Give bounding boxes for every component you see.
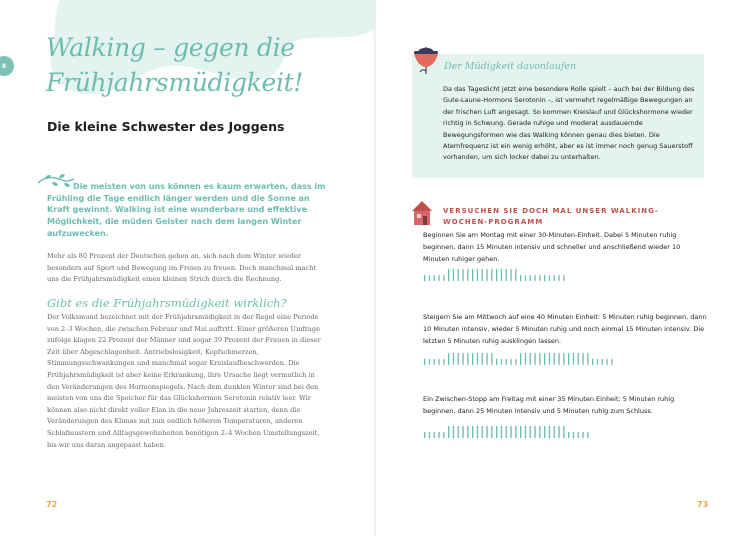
- minute-tick: [582, 432, 583, 438]
- page-title: Walking – gegen die Frühjahrsmüdigkeit!: [46, 33, 304, 97]
- minute-tick: [472, 353, 473, 365]
- program-day-friday: Ein Zwischen-Stopp am Freitag mit einer 35 Minuten Einheit: 5 Minuten ruhig beginnen, dann 25 Minuten intensiv und 5 Minuten ruhig zum Schluss.: [423, 395, 675, 415]
- minute-tick: [434, 359, 435, 365]
- minute-tick: [443, 275, 444, 281]
- minute-tick: [530, 426, 531, 438]
- minute-tick: [482, 353, 483, 365]
- minute-tick: [573, 432, 574, 438]
- minute-tick: [429, 359, 430, 365]
- minute-tick: [587, 353, 588, 365]
- minute-tick: [558, 426, 559, 438]
- minute-tick: [563, 353, 564, 365]
- minute-tick: [429, 432, 430, 438]
- minute-tick: [573, 353, 574, 365]
- minute-tick: [429, 275, 430, 281]
- minute-tick: [424, 359, 425, 365]
- minute-tick: [520, 426, 521, 438]
- program-day-wednesday: Steigern Sie am Mittwoch auf eine 40 Minuten Einheit: 5 Minuten ruhig beginnen, dann 10 Minuten intensiv, wieder 5 Minuten ruhig und noch einmal 15 Minuten intensiv. Die letzten 5 Minuten ruhig ausklingen lassen.: [423, 313, 707, 345]
- body-paragraph-intro: Mehr als 80 Prozent der Deutschen geben an, sich nach dem Winter wieder besonders auf Sport und Bewegung im Freien zu freuen. Doch manchmal macht uns die Frühjahrsmüdigkeit einen kleinen Strich durch die Rechnung.: [47, 252, 317, 284]
- minute-tick: [438, 359, 439, 365]
- minute-tick: [554, 353, 555, 365]
- minute-tick: [578, 353, 579, 365]
- minute-tick: [501, 426, 502, 438]
- minute-tick: [534, 426, 535, 438]
- minute-tick: [462, 426, 463, 438]
- minute-tick: [453, 353, 454, 365]
- minute-tick: [438, 275, 439, 281]
- minute-tick: [544, 426, 545, 438]
- minute-tick: [520, 353, 521, 365]
- minute-tick: [510, 426, 511, 438]
- right-page: [376, 0, 750, 536]
- minute-tick: [496, 426, 497, 438]
- minute-tick: [443, 432, 444, 438]
- minute-tick: [568, 353, 569, 365]
- section-heading: Gibt es die Frühjahrsmüdigkeit wirklich?: [47, 296, 287, 310]
- minute-tick: [462, 353, 463, 365]
- minute-tick: [568, 432, 569, 438]
- page-tab: 8: [0, 56, 14, 76]
- minute-tick: [515, 359, 516, 365]
- minute-tick: [472, 269, 473, 281]
- minute-tick: [515, 269, 516, 281]
- minute-tick: [448, 269, 449, 281]
- minute-tick: [424, 432, 425, 438]
- info-box-title: Der Müdigkeit davonlaufen: [444, 61, 577, 72]
- program-day-monday: Beginnen Sie am Montag mit einer 30-Minuten-Einheit. Dabei 5 Minuten ruhig beginnen, dann 15 Minuten intensiv und schneller und anschließend wieder 10 Minuten ruhiger gehen.: [423, 231, 681, 263]
- minute-tick: [486, 353, 487, 365]
- minute-tick: [534, 275, 535, 281]
- minute-tick: [530, 275, 531, 281]
- minute-tick: [448, 353, 449, 365]
- minute-tick: [467, 353, 468, 365]
- minute-tick: [496, 359, 497, 365]
- minute-tick: [506, 359, 507, 365]
- minute-tick: [544, 275, 545, 281]
- minute-tick: [525, 275, 526, 281]
- minute-tick: [611, 359, 612, 365]
- house-icon: [411, 200, 433, 226]
- page-number-right: 73: [697, 500, 709, 509]
- minute-tick: [477, 269, 478, 281]
- minute-tick: [530, 353, 531, 365]
- program-heading: VERSUCHEN SIE DOCH MAL UNSER WALKING-WOCHEN-PROGRAMM: [443, 207, 659, 226]
- minute-tick: [501, 269, 502, 281]
- minute-tick: [544, 353, 545, 365]
- minute-tick: [592, 359, 593, 365]
- minute-tick: [563, 275, 564, 281]
- minute-tick: [563, 426, 564, 438]
- minute-tick: [582, 353, 583, 365]
- minute-tick: [434, 275, 435, 281]
- minute-tick: [558, 275, 559, 281]
- minute-tick: [515, 426, 516, 438]
- minute-tick: [506, 269, 507, 281]
- minute-tick: [453, 269, 454, 281]
- minute-tick: [525, 353, 526, 365]
- minute-tick: [458, 269, 459, 281]
- minute-tick: [510, 359, 511, 365]
- minute-tick: [491, 426, 492, 438]
- minute-tick: [534, 353, 535, 365]
- minute-tick: [486, 269, 487, 281]
- flower-icon: [412, 45, 440, 75]
- minute-tick: [587, 432, 588, 438]
- minute-tick: [549, 275, 550, 281]
- body-paragraph-main: Der Volksmund bezeichnet mit der Frühjahrsmüdigkeit in der Regel eine Periode von 2–3 Wochen, die zwischen Februar und Mai auftritt. Einer größeren Umfrage zufolge klagen 22 Prozent der Männer und sogar 39 Prozent der Frauen in dieser Zeit über Abgeschlagenheit. Antriebslosigkeit, Kopfschmerzen, Stimmungsschwankungen und manchmal sogar Kreislaufbeschwerden. Die Frühjahrsmüdigkeit ist aber keine Erkrankung, ihre Ursache liegt vermutlich in den Veränderungen des Hormonspiegels. Nach dem dunklen Winter sind bei den meisten von uns die Speicher für das Glückshormon Serotonin relativ leer. Wir können also nicht direkt voller Elan in die neue Jahreszeit starten, denn die Veränderungen des Klimas mit nun endlich höheren Temperaturen, anderen Schlafmustern und Alltagsgewohnheiten benötigen 2–4 Wochen Umstellungszeit, bis wir uns daran angepasst haben.: [47, 313, 321, 449]
- minute-tick: [477, 426, 478, 438]
- minute-tick: [558, 353, 559, 365]
- minute-tick: [443, 359, 444, 365]
- minute-tick: [482, 269, 483, 281]
- minute-tick: [510, 269, 511, 281]
- minute-tick: [554, 426, 555, 438]
- minute-tick: [458, 426, 459, 438]
- minute-tick: [539, 353, 540, 365]
- minute-tick: [482, 426, 483, 438]
- minute-tick: [539, 426, 540, 438]
- minute-tick: [467, 426, 468, 438]
- minute-tick: [448, 426, 449, 438]
- intensity-bars-monday: [423, 268, 703, 282]
- minute-tick: [602, 359, 603, 365]
- minute-tick: [453, 426, 454, 438]
- left-page: [0, 0, 374, 536]
- page-subtitle: Die kleine Schwester des Joggens: [47, 119, 285, 134]
- minute-tick: [578, 432, 579, 438]
- minute-tick: [438, 432, 439, 438]
- info-box-text: Da das Tageslicht jetzt eine besondere Rolle spielt – auch bei der Bildung des Gute-Laune-Hormons Serotonin –, ist vermehrt regelmäßige Bewegungen an der frischen Luft angesagt. So kommen Kreislauf und Glückshormone wieder richtig in Schwung. Gerade ruhige und moderat ausdauernde Bewegungsformen wie das Walking können genau dies bieten. Die Atemfrequenz ist ein wenig erhöht, aber es ist immer noch genug Sauerstoff vorhanden, um sich locker dabei zu unterhalten.: [443, 85, 695, 162]
- lead-paragraph: Die meisten von uns können es kaum erwarten, dass im Frühling die Tage endlich länger werden und die Sonne an Kraft gewinnt. Walking ist eine wunderbare und effektive Möglichkeit, die müden Geister nach dem langen Winter aufzuwecken.: [47, 182, 326, 238]
- minute-tick: [549, 426, 550, 438]
- minute-tick: [434, 432, 435, 438]
- minute-tick: [606, 359, 607, 365]
- minute-tick: [462, 269, 463, 281]
- minute-tick: [467, 269, 468, 281]
- minute-tick: [458, 353, 459, 365]
- minute-tick: [491, 353, 492, 365]
- intensity-bars-wednesday: [423, 352, 703, 366]
- minute-tick: [520, 275, 521, 281]
- minute-tick: [554, 275, 555, 281]
- minute-tick: [539, 275, 540, 281]
- minute-tick: [477, 353, 478, 365]
- minute-tick: [424, 275, 425, 281]
- minute-tick: [491, 269, 492, 281]
- page-number-left: 72: [46, 500, 58, 509]
- minute-tick: [486, 426, 487, 438]
- minute-tick: [506, 426, 507, 438]
- minute-tick: [501, 359, 502, 365]
- minute-tick: [549, 353, 550, 365]
- minute-tick: [496, 269, 497, 281]
- minute-tick: [525, 426, 526, 438]
- minute-tick: [597, 359, 598, 365]
- intensity-bars-friday: [423, 425, 703, 439]
- minute-tick: [472, 426, 473, 438]
